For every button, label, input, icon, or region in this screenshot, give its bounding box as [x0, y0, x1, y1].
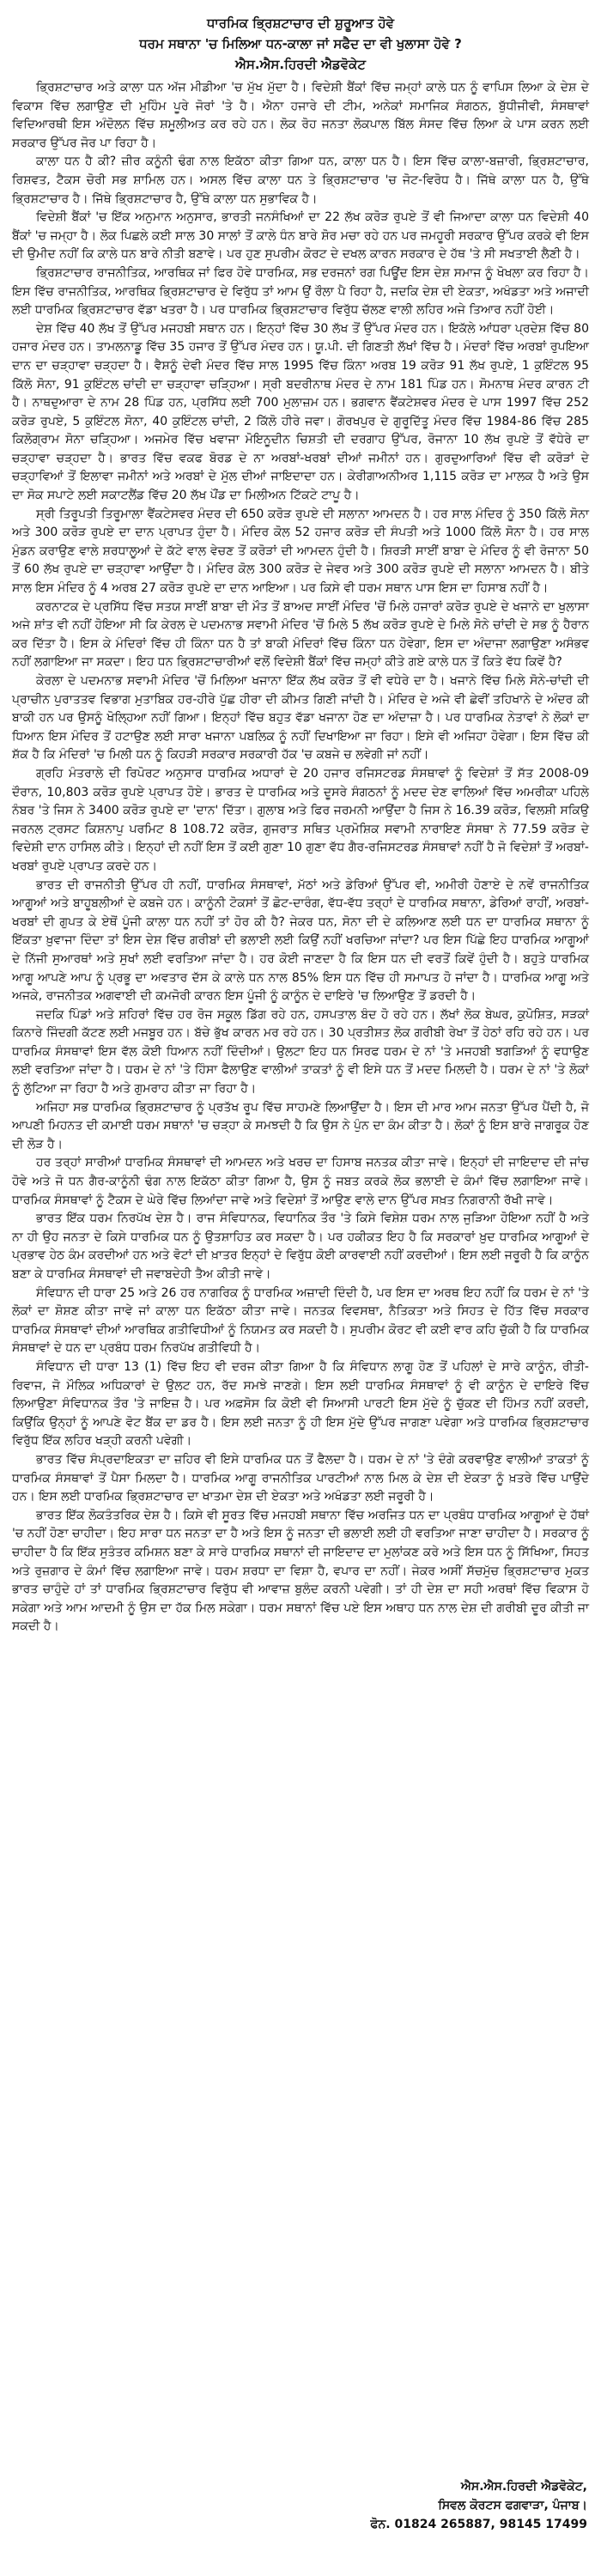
article-header [12, 14, 589, 74]
article-paragraph: ਕਾਲਾ ਧਨ ਹੈ ਕੀ? ਜ਼ੀਰ ਕਨੂੰਨੀ ਢੰਗ ਨਾਲ ਇਕੱਠਾ ਕੀਤਾ ਗਿਆ ਧਨ, ਕਾਲਾ ਧਨ ਹੈ। ਇਸ ਵਿੱਚ ਕਾਲਾ-ਬਜ਼ਾਰੀ, ਭ੍ਰਿਸ਼ਟਾਚਾਰ, ਰਿਸ਼ਵਤ, ਟੈਕਸ ਚੋਰੀ ਸਭ ਸ਼ਾਮਿਲ ਹਨ। ਅਸਲ ਵਿੱਚ ਕਾਲਾ ਧਨ ਤੇ ਭ੍ਰਿਸ਼ਟਾਚਾਰ 'ਚ ਜੋਟ-ਵਿਰੋਧ ਹੈ। ਜਿੱਥੇ ਕਾਲਾ ਧਨ ਹੈ, ਉੱਥੇ ਭ੍ਰਿਸ਼ਟਾਚਾਰ ਹੈ। ਜਿੱਥੇ ਭ੍ਰਿਸ਼ਟਾਚਾਰ ਹੈ, ਉੱਥੇ ਕਾਲਾ ਧਨ ਸੁਭਾਵਿਕ ਹੈ। [12, 155, 589, 206]
article-paragraph: ਵਿਦੇਸ਼ੀ ਬੈਂਕਾਂ 'ਚ ਇੱਕ ਅਨੁਮਾਨ ਅਨੁਸਾਰ, ਭਾਰਤੀ ਜਨਸੰਖਿਆਂ ਦਾ 22 ਲੱਖ ਕਰੋੜ ਰੁਪਏ ਤੋਂ ਵੀ ਜਿਆਦਾ ਕਾਲਾ ਧਨ ਵਿਦੇਸ਼ੀ 40 ਬੈਂਕਾਂ 'ਚ ਜਮ੍ਹਾ ਹੈ। ਲੋਕ ਪਿਛਲੇ ਕਈ ਸਾਲ 30 ਸਾਲਾਂ ਤੋਂ ਕਾਲੇ ਧੰਨ ਬਾਰੇ ਸ਼ੋਰ ਮਚਾ ਰਹੇ ਹਨ ਪਰ ਜਮਹੂਰੀ ਸਰਕਾਰ ਉੱਪਰ ਕਰਕੇ ਵੀ ਇਸ ਦੀ ਉਮੀਦ ਨਹੀਂ ਕਿ ਕਾਲੇ ਧਨ ਬਾਰੇ ਨੀਤੀ ਬਣਾਵੇ। ਪਰ ਹੁਣ ਸੁਪਰੀਮ ਕੋਰਟ ਦੇ ਦਖਲ ਕਾਰਨ ਸਰਕਾਰ ਦੇ ਹੱਥ 'ਤੇ ਸੀ ਸਖਤਾਈ ਲੈਣੀ ਹੈ। [12, 210, 589, 262]
article-subtitle: ਧਰਮ ਸਥਾਨਾ 'ਚ ਮਿਲਿਆ ਧਨ-ਕਾਲਾ ਜਾਂ ਸਫੈਦ ਦਾ ਵੀ ਖੁਲਾਸਾ ਹੋਵੇ ? [139, 36, 462, 52]
article-paragraph: ਭ੍ਰਿਸ਼ਟਾਚਾਰ ਅਤੇ ਕਾਲਾ ਧਨ ਅੱਜ ਮੀਡੀਆ 'ਚ ਮੁੱਖ ਮੁੱਦਾ ਹੈ। ਵਿਦੇਸ਼ੀ ਬੈਂਕਾਂ ਵਿੱਚ ਜਮ੍ਹਾਂ ਕਾਲੇ ਧਨ ਨੂੰ ਵਾਪਿਸ ਲਿਆ ਕੇ ਦੇਸ਼ ਦੇ ਵਿਕਾਸ ਵਿੱਚ ਲਗਾਉਣ ਦੀ ਮੁਹਿੰਮ ਪੂਰੇ ਜੋਰਾਂ 'ਤੇ ਹੈ। ਐਨਾ ਹਜਾਰੇ ਦੀ ਟੀਮ, ਅਨੇਕਾਂ ਸਮਾਜਿਕ ਸੰਗਠਨ, ਬੁੱਧੀਜੀਵੀ, ਸੰਸਥਾਵਾਂ ਵਿਦਿਆਰਥੀ ਇਸ ਅੰਦੋਲਨ ਵਿੱਚ ਸ਼ਮੂਲੀਅਤ ਕਰ ਰਹੇ ਹਨ। ਲੋਕ ਰੋਹ ਜਨਤਾ ਲੋਕਪਾਲ ਬਿੱਲ ਸੰਸਦ ਵਿੱਚ ਲਿਆ ਕੇ ਪਾਸ ਕਰਨ ਲਈ ਸਰਕਾਰ ਉੱਪਰ ਜੋਰ ਪਾ ਰਿਹਾ ਹੈ। [12, 81, 589, 150]
article-paragraph: ਭਾਰਤ ਵਿੱਚ ਸੰਪ੍ਰਦਾਇਕਤਾ ਦਾ ਜ਼ਹਿਰ ਵੀ ਇਸੇ ਧਾਰਮਿਕ ਧਨ ਤੋਂ ਫੈਲਦਾ ਹੈ। ਧਰਮ ਦੇ ਨਾਂ 'ਤੇ ਦੰਗੇ ਕਰਵਾਉਣ ਵਾਲੀਆਂ ਤਾਕਤਾਂ ਨੂੰ ਧਾਰਮਿਕ ਸੰਸਥਾਵਾਂ ਤੋਂ ਪੈਸਾ ਮਿਲਦਾ ਹੈ। ਧਾਰਮਿਕ ਆਗੂ ਰਾਜਨੀਤਿਕ ਪਾਰਟੀਆਂ ਨਾਲ ਮਿਲ ਕੇ ਦੇਸ਼ ਦੀ ਏਕਤਾ ਨੂੰ ਖ਼ਤਰੇ ਵਿੱਚ ਪਾਉਂਦੇ ਹਨ। ਇਸ ਲਈ ਧਾਰਮਿਕ ਭ੍ਰਿਸ਼ਟਾਚਾਰ ਦਾ ਖਾਤਮਾ ਦੇਸ਼ ਦੀ ਏਕਤਾ ਅਤੇ ਅਖੰਡਤਾ ਲਈ ਜਰੂਰੀ ਹੈ। [12, 1452, 589, 1504]
article-paragraph: ਸ੍ਰੀ ਤਿਰੂਪਤੀ ਤਿਰੂਮਾਲਾ ਵੈਂਕਟੇਸਵਰ ਮੰਦਰ ਦੀ 650 ਕਰੋੜ ਰੁਪਏ ਦੀ ਸਲਾਨਾ ਆਮਦਨ ਹੈ। ਹਰ ਸਾਲ ਮੰਦਿਰ ਨੂੰ 350 ਕਿੱਲੋ ਸੋਨਾ ਅਤੇ 300 ਕਰੋੜ ਰੁਪਏ ਦਾ ਦਾਨ ਪ੍ਰਾਪਤ ਹੁੰਦਾ ਹੈ। ਮੰਦਿਰ ਕੋਲ 52 ਹਜਾਰ ਕਰੋੜ ਦੀ ਸੰਪਤੀ ਅਤੇ 1000 ਕਿੱਲੋ ਸੋਨਾ ਹੈ। ਹਰ ਸਾਲ ਮੁੰਡਨ ਕਰਾਉਣ ਵਾਲੇ ਸ਼ਰਧਾਲੂਆਂ ਦੇ ਕੱਟੇ ਵਾਲ ਵੇਚਣ ਤੋਂ ਕਰੋੜਾਂ ਦੀ ਆਮਦਨ ਹੁੰਦੀ ਹੈ। ਸ਼ਿਰੜੀ ਸਾਈਂ ਬਾਬਾ ਦੇ ਮੰਦਿਰ ਨੂੰ ਵੀ ਰੋਜਾਨਾ 50 ਤੋਂ 60 ਲੱਖ ਰੁਪਏ ਦਾ ਚੜ੍ਹਾਵਾ ਆਉਂਦਾ ਹੈ। ਮੰਦਿਰ ਕੋਲ 300 ਕਰੋੜ ਦੇ ਜੇਵਰ ਅਤੇ 300 ਕਰੋੜ ਰੁਪਏ ਦੀ ਸਲਾਨਾ ਆਮਦਨ ਹੈ। ਬੀਤੇ ਸਾਲ ਇਸ ਮੰਦਿਰ ਨੂੰ 4 ਅਰਬ 27 ਕਰੋੜ ਰੁਪਏ ਦਾ ਦਾਨ ਆਇਆ। ਪਰ ਕਿਸੇ ਵੀ ਧਰਮ ਸਥਾਨ ਪਾਸ ਇਸ ਦਾ ਹਿਸਾਬ ਨਹੀਂ ਹੈ। [12, 507, 589, 596]
article-paragraph: ਜਦਕਿ ਪਿੰਡਾਂ ਅਤੇ ਸ਼ਹਿਰਾਂ ਵਿੱਚ ਹਰ ਰੋਜ ਸਕੂਲ ਡਿੱਗ ਰਹੇ ਹਨ, ਹਸਪਤਾਲ ਬੰਦ ਹੋ ਰਹੇ ਹਨ। ਲੱਖਾਂ ਲੋਕ ਬੇਘਰ, ਕੁਪੋਸ਼ਿਤ, ਸੜਕਾਂ ਕਿਨਾਰੇ ਜਿੰਦਗੀ ਕੱਟਣ ਲਈ ਮਜਬੂਰ ਹਨ। ਬੱਚੇ ਭੁੱਖ ਕਾਰਨ ਮਰ ਰਹੇ ਹਨ। 30 ਪ੍ਰਤੀਸ਼ਤ ਲੋਕ ਗਰੀਬੀ ਰੇਖਾ ਤੋਂ ਹੇਠਾਂ ਰਹਿ ਰਹੇ ਹਨ। ਪਰ ਧਾਰਮਿਕ ਸੰਸਥਾਵਾਂ ਇਸ ਵੱਲ ਕੋਈ ਧਿਆਨ ਨਹੀਂ ਦਿੰਦੀਆਂ। ਉਲਟਾ ਇਹ ਧਨ ਸਿਰਫ ਧਰਮ ਦੇ ਨਾਂ 'ਤੇ ਮਜਹਬੀ ਝਗੜਿਆਂ ਨੂੰ ਵਧਾਉਣ ਲਈ ਵਰਤਿਆ ਜਾਂਦਾ ਹੈ। ਧਰਮ ਦੇ ਨਾਂ 'ਤੇ ਹਿੰਸਾ ਫੈਲਾਉਣ ਵਾਲੀਆਂ ਤਾਕਤਾਂ ਨੂੰ ਵੀ ਇਸੇ ਧਨ ਤੋਂ ਮਦਦ ਮਿਲਦੀ ਹੈ। ਧਰਮ ਦੇ ਨਾਂ 'ਤੇ ਲੋਕਾਂ ਨੂੰ ਲੁੱਟਿਆ ਜਾ ਰਿਹਾ ਹੈ ਅਤੇ ਗੁਮਰਾਹ ਕੀਤਾ ਜਾ ਰਿਹਾ ਹੈ। [12, 1007, 589, 1097]
article-byline: ਐਸ.ਐਸ.ਹਿਰਦੀ ਐਡਵੋਕੇਟ [235, 57, 366, 72]
article-paragraph: ਭਾਰਤ ਇੱਕ ਧਰਮ ਨਿਰਪੱਖ ਦੇਸ਼ ਹੈ। ਰਾਜ ਸੰਵਿਧਾਨਕ, ਵਿਧਾਨਿਕ ਤੌਰ 'ਤੇ ਕਿਸੇ ਵਿਸ਼ੇਸ਼ ਧਰਮ ਨਾਲ ਜੁੜਿਆ ਹੋਇਆ ਨਹੀਂ ਹੈ ਅਤੇ ਨਾ ਹੀ ਉਹ ਜਨਤਾ ਦੇ ਕਿਸੇ ਧਾਰਮਿਕ ਧਨ ਨੂੰ ਉਤਸ਼ਾਹਿਤ ਕਰ ਸਕਦਾ ਹੈ। ਪਰ ਹਕੀਕਤ ਇਹ ਹੈ ਕਿ ਸਰਕਾਰਾਂ ਖ਼ੁਦ ਧਾਰਮਿਕ ਆਗੂਆਂ ਦੇ ਪ੍ਰਭਾਵ ਹੇਠ ਕੰਮ ਕਰਦੀਆਂ ਹਨ ਅਤੇ ਵੋਟਾਂ ਦੀ ਖ਼ਾਤਰ ਇਨ੍ਹਾਂ ਦੇ ਵਿਰੁੱਧ ਕੋਈ ਕਾਰਵਾਈ ਨਹੀਂ ਕਰਦੀਆਂ। ਇਸ ਲਈ ਜਰੂਰੀ ਹੈ ਕਿ ਕਾਨੂੰਨ ਬਣਾ ਕੇ ਧਾਰਮਿਕ ਸੰਸਥਾਵਾਂ ਦੀ ਜਵਾਬਦੇਹੀ ਤੈਅ ਕੀਤੀ ਜਾਵੇ। [12, 1212, 589, 1281]
article-paragraph: ਭਾਰਤ ਇੱਕ ਲੋਕਤੰਤਰਿਕ ਦੇਸ਼ ਹੈ। ਕਿਸੇ ਵੀ ਸੂਰਤ ਵਿੱਚ ਮਜਹਬੀ ਸਥਾਨਾ ਵਿੱਚ ਅਰਜਿਤ ਧਨ ਦਾ ਪ੍ਰਬੰਧ ਧਾਰਮਿਕ ਆਗੂਆਂ ਦੇ ਹੱਥਾਂ 'ਚ ਨਹੀਂ ਹੋਣਾ ਚਾਹੀਦਾ। ਇਹ ਸਾਰਾ ਧਨ ਜਨਤਾ ਦਾ ਹੈ ਅਤੇ ਇਸ ਨੂੰ ਜਨਤਾ ਦੀ ਭਲਾਈ ਲਈ ਹੀ ਵਰਤਿਆ ਜਾਣਾ ਚਾਹੀਦਾ ਹੈ। ਸਰਕਾਰ ਨੂੰ ਚਾਹੀਦਾ ਹੈ ਕਿ ਇੱਕ ਸੁਤੰਤਰ ਕਮਿਸ਼ਨ ਬਣਾ ਕੇ ਸਾਰੇ ਧਾਰਮਿਕ ਸਥਾਨਾਂ ਦੀ ਜਾਇਦਾਦ ਦਾ ਮੁਲਾਂਕਣ ਕਰੇ ਅਤੇ ਇਸ ਧਨ ਨੂੰ ਸਿੱਖਿਆ, ਸਿਹਤ ਅਤੇ ਰੁਜ਼ਗਾਰ ਦੇ ਕੰਮਾਂ ਵਿੱਚ ਲਗਾਇਆ ਜਾਵੇ। ਧਰਮ ਸ਼ਰਧਾ ਦਾ ਵਿਸ਼ਾ ਹੈ, ਵਪਾਰ ਦਾ ਨਹੀਂ। ਜੇਕਰ ਅਸੀਂ ਸੱਚਮੁੱਚ ਭ੍ਰਿਸ਼ਟਾਚਾਰ ਮੁਕਤ ਭਾਰਤ ਚਾਹੁੰਦੇ ਹਾਂ ਤਾਂ ਧਾਰਮਿਕ ਭ੍ਰਿਸ਼ਟਾਚਾਰ ਵਿਰੁੱਧ ਵੀ ਆਵਾਜ਼ ਬੁਲੰਦ ਕਰਨੀ ਪਵੇਗੀ। ਤਾਂ ਹੀ ਦੇਸ਼ ਦਾ ਸਹੀ ਅਰਥਾਂ ਵਿੱਚ ਵਿਕਾਸ ਹੋ ਸਕੇਗਾ ਅਤੇ ਆਮ ਆਦਮੀ ਨੂੰ ਉਸ ਦਾ ਹੱਕ ਮਿਲ ਸਕੇਗਾ। ਧਰਮ ਸਥਾਨਾਂ ਵਿੱਚ ਪਏ ਇਸ ਅਥਾਹ ਧਨ ਨਾਲ ਦੇਸ਼ ਦੀ ਗਰੀਬੀ ਦੂਰ ਕੀਤੀ ਜਾ ਸਕਦੀ ਹੈ। [12, 1508, 589, 1634]
author-phone: ਫੋਨ. 01824 265887, 98145 17499 [370, 2518, 587, 2531]
article-paragraph: ਗ੍ਰਹਿ ਮੰਤਰਾਲੇ ਦੀ ਰਿਪੋਰਟ ਅਨੁਸਾਰ ਧਾਰਮਿਕ ਅਧਾਰਾਂ ਦੇ 20 ਹਜਾਰ ਰਜਿਸਟਰਡ ਸੰਸਥਾਵਾਂ ਨੂੰ ਵਿਦੇਸ਼ਾਂ ਤੋਂ ਸੱਤ 2008-09 ਦੌਰਾਨ, 10,803 ਕਰੋੜ ਰੁਪਏ ਪ੍ਰਾਪਤ ਹੋਏ। ਭਾਰਤ ਦੇ ਧਾਰਮਿਕ ਅਤੇ ਦੂਸਰੇ ਸੰਗਠਨਾਂ ਨੂੰ ਮਦਦ ਦੇਣ ਵਾਲਿਆਂ ਵਿੱਚ ਅਮਰੀਕਾ ਪਹਿਲੇ ਨੰਬਰ 'ਤੇ ਜਿਸ ਨੇ 3400 ਕਰੋੜ ਰੁਪਏ ਦਾ 'ਦਾਨ' ਦਿੱਤਾ। ਗੁਲਾਬ ਅਤੇ ਫਿਰ ਜਰਮਨੀ ਆਉਂਦਾ ਹੈ ਜਿਸ ਨੇ 16.39 ਕਰੋੜ, ਵਿਲਸ਼ੀ ਸਕਿਉ ਜਰਨਲ ਟ੍ਰਸਟ ਕਿਸ਼ਨਾਪੁ ਪਰਮਿਟ 8 108.72 ਕਰੋੜ, ਗੁਜਰਾਤ ਸਥਿਤ ਪ੍ਰਮੋਸ਼ਿਕ ਸਵਾਮੀ ਨਾਰਾਇਣ ਸੰਸਥਾ ਨੇ 77.59 ਕਰੋੜ ਦੇ ਵਿਦੇਸ਼ੀ ਦਾਨ ਹਾਸਿਲ ਕੀਤੇ। ਇਨ੍ਹਾਂ ਦੀ ਨਹੀਂ ਇਸ ਤੋਂ ਕਈ ਗੁਣਾ 10 ਗੁਣਾ ਵੱਧ ਗੈਰ-ਰਜਿਸਟਰਡ ਸੰਸਥਾਵਾਂ ਨਹੀਂ ਹੈ ਜੋ ਵਿਦੇਸ਼ਾਂ ਤੋਂ ਅਰਬਾਂ-ਖਰਬਾਂ ਰੁਪਏ ਪ੍ਰਾਪਤ ਕਰਦੇ ਹਨ। [12, 766, 589, 873]
article-paragraph: ਭ੍ਰਿਸ਼ਟਾਚਾਰ ਰਾਜਨੀਤਿਕ, ਆਰਥਿਕ ਜਾਂ ਫਿਰ ਹੋਵੇ ਧਾਰਮਿਕ, ਸਭ ਦਰਜਨਾਂ ਰਗ ਪਿਊਂਦ ਇਸ ਦੇਸ਼ ਸਮਾਜ ਨੂੰ ਖੋਖਲਾ ਕਰ ਰਿਹਾ ਹੈ। ਇਸ ਵਿੱਚ ਰਾਜਨੀਤਿਕ, ਆਰਥਿਕ ਭ੍ਰਿਸ਼ਟਾਚਾਰ ਦੇ ਵਿਰੁੱਧ ਤਾਂ ਆਮ ਉਂ ਰੌਲਾ ਪੈ ਰਿਹਾ ਹੈ, ਜਦਕਿ ਦੇਸ਼ ਦੀ ਏਕਤਾ, ਅਖੰਡਤਾ ਅਤੇ ਅਜਾਦੀ ਲਈ ਧਾਰਮਿਕ ਭ੍ਰਿਸ਼ਟਾਚਾਰ ਵੱਡਾ ਖਤਰਾ ਹੈ। ਪਰ ਧਾਰਮਿਕ ਭ੍ਰਿਸ਼ਟਾਚਾਰ ਵਿਰੁੱਧ ਚੱਲਣ ਵਾਲੀ ਲਹਿਰ ਅਜੇ ਤਿਆਰ ਨਹੀਂ ਹੋਈ। [12, 265, 589, 318]
author-signature [370, 2477, 587, 2534]
article-paragraph: ਭਾਰਤ ਦੀ ਰਾਜਨੀਤੀ ਉੱਪਰ ਹੀ ਨਹੀਂ, ਧਾਰਮਿਕ ਸੰਸਥਾਵਾਂ, ਮੱਠਾਂ ਅਤੇ ਡੇਰਿਆਂ ਉੱਪਰ ਵੀ, ਅਮੀਰੀ ਹੋਣਾਏ ਦੇ ਨਵੇਂ ਰਾਜਨੀਤਿਕ ਆਗੂਆਂ ਅਤੇ ਬਾਹੂਬਲੀਆਂ ਦੇ ਕਬਜੇ ਹਨ। ਕਾਨੂੰਨੀ ਟੋਕਸਾਂ ਤੋਂ ਛੋਟ-ਦਾਰੰਗ, ਵੱਧ-ਵੱਧ ਤਰ੍ਹਾਂ ਦੇ ਧਾਰਮਿਕ ਸਥਾਨਾ, ਡੇਰਿਆਂ ਰਾਹੀਂ, ਅਰਬਾਂ-ਖਰਬਾਂ ਦੀ ਗੁਪਤ ਕੇ ਏਥੋਂ ਪੂੰਜੀ ਕਾਲਾ ਧਨ ਨਹੀਂ ਤਾਂ ਹੋਰ ਕੀ ਹੈ? ਜੇਕਰ ਧਨ, ਸੋਨਾ ਦੀ ਦੇ ਕਲਿਆਣ ਲਈ ਧਨ ਦਾ ਧਾਰਮਿਕ ਸਥਾਨਾ ਨੂੰ ਇੱਕਤਾ ਖ਼ੁਵਾਜਾ ਦਿੰਦਾ ਤਾਂ ਇਸ ਦੇਸ਼ ਵਿੱਚ ਗਰੀਬਾਂ ਦੀ ਭਲਾਈ ਲਈ ਕਿਉਂ ਨਹੀਂ ਖਰਚਿਆ ਜਾਂਦਾ? ਪਰ ਇਸ ਪਿੱਛੇ ਇਹ ਧਾਰਮਿਕ ਆਗੂਆਂ ਦੇ ਨਿੱਜੀ ਸੁਆਰਥਾਂ ਅਤੇ ਸੁਖਾਂ ਲਈ ਵਰਤਿਆ ਜਾਂਦਾ ਹੈ। ਹਰ ਕੋਈ ਜਾਣਦਾ ਹੈ ਕਿ ਇਸ ਧਨ ਦੀ ਵਰਤੋਂ ਕਿਵੇਂ ਹੁੰਦੀ ਹੈ। ਬਹੁਤੇ ਧਾਰਮਿਕ ਆਗੂ ਆਪਣੇ ਆਪ ਨੂੰ ਪ੍ਰਭੂ ਦਾ ਅਵਤਾਰ ਦੱਸ ਕੇ ਕਾਲੇ ਧਨ ਨਾਲ 85% ਇਸ ਧਨ ਵਿੱਚ ਹੀ ਸਮਾਪਤ ਹੋ ਜਾਂਦਾ ਹੈ। ਧਾਰਮਿਕ ਆਗੂ ਅਤੇ ਅਜਕੇ, ਰਾਜਨੀਤਕ ਅਗਵਾਈ ਦੀ ਕਮਜੋਰੀ ਕਾਰਨ ਇਸ ਪੂੰਜੀ ਨੂੰ ਕਾਨੂੰਨ ਦੇ ਦਾਇਰੇ 'ਚ ਲਿਆਉਣ ਤੋਂ ਡਰਦੀ ਹੈ। [12, 878, 589, 1004]
author-name: ਐਸ.ਐਸ.ਹਿਰਦੀ ਐਡਵੋਕੇਟ, [460, 2480, 587, 2494]
article-body [12, 79, 589, 1637]
author-address: ਸਿਵਲ ਕੋਰਟਸ ਫਗਵਾੜਾ, ਪੰਜਾਬ। [438, 2499, 587, 2512]
article-paragraph: ਕਰਨਾਟਕ ਦੇ ਪ੍ਰਸਿੱਧ ਵਿੱਚ ਸਤਯ ਸਾਈਂ ਬਾਬਾ ਦੀ ਮੌਤ ਤੋਂ ਬਾਅਦ ਸਾਈਂ ਮੰਦਿਰ 'ਚੋਂ ਮਿਲੇ ਹਜਾਰਾਂ ਕਰੋੜ ਰੁਪਏ ਦੇ ਖਜਾਨੇ ਦਾ ਖੁਲਾਸਾ ਅਜੇ ਸ਼ਾਂਤ ਵੀ ਨਹੀਂ ਹੋਇਆ ਸੀ ਕਿ ਕੇਰਲ ਦੇ ਪਦਮਨਾਭ ਸਵਾਮੀ ਮੰਦਿਰ 'ਚੋਂ ਮਿਲੇ 5 ਲੱਖ ਕਰੋੜ ਰੁਪਏ ਦੇ ਮਿਲੇ ਸੋਨੇ ਚਾਂਦੀ ਦੇ ਸਭ ਨੂੰ ਹੈਰਾਨ ਕਰ ਦਿੱਤਾ ਹੈ। ਇਸ ਕੇ ਮੰਦਿਰਾਂ ਵਿੱਚ ਹੀ ਕਿੰਨਾ ਧਨ ਹੈ ਤਾਂ ਬਾਕੀ ਮੰਦਿਰਾਂ ਵਿੱਚ ਕਿੰਨਾ ਧਨ ਹੋਵੇਗਾ, ਇਸ ਦਾ ਅੰਦਾਜਾ ਲਗਾਉਣਾ ਅਸੰਭਵ ਨਹੀਂ ਲਗਾਇਆ ਜਾ ਸਕਦਾ। ਇਹ ਧਨ ਭ੍ਰਿਸ਼ਟਾਚਾਰੀਆਂ ਵਲੋਂ ਵਿਦੇਸ਼ੀ ਬੈਂਕਾਂ ਵਿੱਚ ਜਮ੍ਹਾਂ ਕੀਤੇ ਗਏ ਕਾਲੇ ਧਨ ਤੋਂ ਕਿਤੇ ਵੱਧ ਕਿਵੇਂ ਹੈ? [12, 599, 589, 670]
article-title: ਧਾਰਮਿਕ ਭ੍ਰਿਸ਼ਟਾਚਾਰ ਦੀ ਸ਼ੁਰੂਆਤ ਹੋਵੇ [206, 15, 395, 31]
article-paragraph: ਦੇਸ਼ ਵਿੱਚ 40 ਲੱਖ ਤੋਂ ਉੱਪਰ ਮਜਹਬੀ ਸਥਾਨ ਹਨ। ਇਨ੍ਹਾਂ ਵਿੱਚ 30 ਲੱਖ ਤੋਂ ਉੱਪਰ ਮੰਦਰ ਹਨ। ਇਕੱਲੇ ਆਂਧਰਾ ਪ੍ਰਦੇਸ਼ ਵਿੱਚ 80 ਹਜਾਰ ਮੰਦਰ ਹਨ। ਤਾਮਲਨਾਡੂ ਵਿੱਚ 35 ਹਜਾਰ ਤੋਂ ਉੱਪਰ ਮੰਦਰ ਹਨ। ਯੂ.ਪੀ. ਦੀ ਗਿਣਤੀ ਲੱਖਾਂ ਵਿੱਚ ਹੈ। ਮੰਦਰਾਂ ਵਿੱਚ ਅਰਬਾਂ ਰੁਪਇਆ ਦਾਨ ਦਾ ਚੜ੍ਹਾਵਾ ਚੜ੍ਹਦਾ ਹੈ। ਵੈਸ਼ਨੂੰ ਦੇਵੀ ਮੰਦਰ ਵਿੱਚ ਸਾਲ 1995 ਵਿੱਚ ਕਿੰਨਾ ਅਰਬ 19 ਕਰੋੜ 91 ਲੱਖ ਰੁਪਏ, 1 ਕੁਇੰਟਲ 95 ਕਿੱਲੋ ਸੋਨਾ, 91 ਕੁਇੰਟਲ ਚਾਂਦੀ ਦਾ ਚੜ੍ਹਾਵਾ ਚੜ੍ਹਿਆ। ਸ੍ਰੀ ਬਦਰੀਨਾਥ ਮੰਦਰ ਦੇ ਨਾਮ 181 ਪਿੰਡ ਹਨ। ਸੋਮਨਾਥ ਮੰਦਰ ਕਾਰਨ ਟੀ ਹੈ। ਨਾਥਦੁਆਰਾ ਦੇ ਨਾਮ 28 ਪਿੰਡ ਹਨ, ਪ੍ਰਸਿੱਧ ਲਈ 700 ਮੁਲਾਜ਼ਮ ਹਨ। ਭਗਵਾਨ ਵੈਂਕਟੇਸ਼ਵਰ ਮੰਦਰ ਦੇ ਪਾਸ 1997 ਵਿੱਚ 252 ਕਰੋੜ ਰੁਪਏ, 5 ਕੁਇੰਟਲ ਸੋਨਾ, 40 ਕੁਇੰਟਲ ਚਾਂਦੀ, 2 ਕਿੱਲੋ ਹੀਰੇ ਜਵਾ। ਗੋਰਖਪੁਰ ਦੇ ਗੁਰੂਦਿੱਤੂ ਮੰਦਰ ਵਿੱਚ 1984-86 ਵਿੱਚ 285 ਕਿਲੋਗ੍ਰਾਮ ਸੋਨਾ ਚੜ੍ਹਿਆ। ਅਜਮੇਰ ਵਿੱਚ ਖਵਾਜਾ ਮੋਇਨੂਦੀਨ ਚਿਸ਼ਤੀ ਦੀ ਦਰਗਾਹ ਉੱਪਰ, ਰੋਜਾਨਾ 10 ਲੱਖ ਰੁਪਏ ਤੋਂ ਵੱਧੇਰੇ ਦਾ ਚੜ੍ਹਾਵਾ ਚੜ੍ਹਦਾ ਹੈ। ਭਾਰਤ ਵਿੱਚ ਵਕਫ ਬੋਰਡ ਦੇ ਨਾ ਅਰਬਾਂ-ਖਰਬਾਂ ਦੀਆਂ ਜਮੀਨਾਂ ਹਨ। ਗੁਰਦੁਆਰਿਆਂ ਵਿੱਚ ਵੀ ਕਰੋੜਾਂ ਦੇ ਚੜ੍ਹਾਵਿਆਂ ਤੋਂ ਇਲਾਵਾ ਜਮੀਨਾਂ ਅਤੇ ਅਰਬਾਂ ਦੇ ਮੁੱਲ ਦੀਆਂ ਜਾਇਦਾਦਾ ਹਨ। ਕੇਰੀਗਾਅਨੀਅਰ 1,115 ਕਰੋੜ ਦਾ ਮਾਲਕ ਹੈ ਅਤੇ ਉਸ ਦਾ ਸੋਕ ਸਪਾਟੇ ਲਈ ਸਕਾਟਲੈਂਡ ਵਿੱਚ 20 ਲੱਖ ਪੌਂਡ ਦਾ ਮਿਲੀਅਨ ਟਿੱਕਟੇ ਟਾਪੂ ਹੈ। [12, 321, 589, 503]
article-paragraph: ਹਰ ਤਰ੍ਹਾਂ ਸਾਰੀਆਂ ਧਾਰਮਿਕ ਸੰਸਥਾਵਾਂ ਦੀ ਆਮਦਨ ਅਤੇ ਖਰਚ ਦਾ ਹਿਸਾਬ ਜਨਤਕ ਕੀਤਾ ਜਾਵੇ। ਇਨ੍ਹਾਂ ਦੀ ਜਾਇਦਾਦ ਦੀ ਜਾਂਚ ਹੋਵੇ ਅਤੇ ਜੋ ਧਨ ਗੈਰ-ਕਾਨੂੰਨੀ ਢੰਗ ਨਾਲ ਇਕੱਠਾ ਕੀਤਾ ਗਿਆ ਹੈ, ਉਸ ਨੂੰ ਜਬਤ ਕਰਕੇ ਲੋਕ ਭਲਾਈ ਦੇ ਕੰਮਾਂ ਵਿੱਚ ਲਗਾਇਆ ਜਾਵੇ। ਧਾਰਮਿਕ ਸੰਸਥਾਵਾਂ ਨੂੰ ਟੈਕਸ ਦੇ ਘੇਰੇ ਵਿੱਚ ਲਿਆਂਦਾ ਜਾਵੇ ਅਤੇ ਵਿਦੇਸ਼ਾਂ ਤੋਂ ਆਉਣ ਵਾਲੇ ਦਾਨ ਉੱਪਰ ਸਖ਼ਤ ਨਿਗਰਾਨੀ ਰੱਖੀ ਜਾਵੇ। [12, 1156, 589, 1207]
article-paragraph: ਸੰਵਿਧਾਨ ਦੀ ਧਾਰਾ 25 ਅਤੇ 26 ਹਰ ਨਾਗਰਿਕ ਨੂੰ ਧਾਰਮਿਕ ਅਜ਼ਾਦੀ ਦਿੰਦੀ ਹੈ, ਪਰ ਇਸ ਦਾ ਅਰਥ ਇਹ ਨਹੀਂ ਕਿ ਧਰਮ ਦੇ ਨਾਂ 'ਤੇ ਲੋਕਾਂ ਦਾ ਸ਼ੋਸ਼ਣ ਕੀਤਾ ਜਾਵੇ ਜਾਂ ਕਾਲਾ ਧਨ ਇਕੱਠਾ ਕੀਤਾ ਜਾਵੇ। ਜਨਤਕ ਵਿਵਸਥਾ, ਨੈਤਿਕਤਾ ਅਤੇ ਸਿਹਤ ਦੇ ਹਿੱਤ ਵਿੱਚ ਸਰਕਾਰ ਧਾਰਮਿਕ ਸੰਸਥਾਵਾਂ ਦੀਆਂ ਆਰਥਿਕ ਗਤੀਵਿਧੀਆਂ ਨੂੰ ਨਿਯਮਤ ਕਰ ਸਕਦੀ ਹੈ। ਸੁਪਰੀਮ ਕੋਰਟ ਵੀ ਕਈ ਵਾਰ ਕਹਿ ਚੁੱਕੀ ਹੈ ਕਿ ਧਾਰਮਿਕ ਸੰਸਥਾਵਾਂ ਦੇ ਧਨ ਦਾ ਪ੍ਰਬੰਧ ਧਰਮ ਨਿਰਪੱਖ ਗਤੀਵਿਧੀ ਹੈ। [12, 1285, 589, 1356]
article-paragraph: ਕੇਰਲਾ ਦੇ ਪਦਮਨਾਭ ਸਵਾਮੀ ਮੰਦਿਰ 'ਚੋਂ ਮਿਲਿਆ ਖਜਾਨਾ ਇੱਕ ਲੱਖ ਕਰੋੜ ਤੋਂ ਵੀ ਵਧੇਰੇ ਦਾ ਹੈ। ਖਜਾਨੇ ਵਿੱਚ ਮਿਲੇ ਸੋਨੇ-ਚਾਂਦੀ ਦੀ ਪ੍ਰਾਚੀਨ ਪੁਰਾਤਤਵ ਵਿਭਾਗ ਮੁਤਾਬਿਕ ਹਰ-ਹੀਰੇ ਪੁੱਛ ਹੀਰਾ ਦੀ ਕੀਮਤ ਗਿਣੀ ਜਾਂਦੀ ਹੈ। ਮੰਦਿਰ ਦੇ ਅਜੇ ਵੀ ਛੇਵੀਂ ਤਹਿਖਾਨੇ ਦੇ ਅੰਦਰ ਕੀ ਬਾਕੀ ਹਨ ਪਰ ਉਸਨੂੰ ਖੋਲ੍ਹਿਆ ਨਹੀਂ ਗਿਆ। ਇਨ੍ਹਾਂ ਵਿੱਚ ਬਹੁਤ ਵੱਡਾ ਖਜਾਨਾ ਹੋਣ ਦਾ ਅੰਦਾਜ਼ਾ ਹੈ। ਪਰ ਧਾਰਮਿਕ ਨੇਤਾਵਾਂ ਨੇ ਲੋਕਾਂ ਦਾ ਧਿਆਨ ਇਸ ਮੰਦਿਰ ਤੋਂ ਹਟਾਉਣ ਲਈ ਸਾਰਾ ਖਜਾਨਾ ਪਬਲਿਕ ਨੂੰ ਨਹੀਂ ਦਿਖਾਇਆ ਜਾ ਰਿਹਾ। ਇਸੇ ਵੀ ਅਜਿਹਾ ਹੋਵੇਗਾ। ਇਸ ਵਿੱਚ ਕੀ ਸ਼ੱਕ ਹੈ ਕਿ ਮੰਦਿਰਾਂ 'ਚ ਮਿਲੀ ਧਨ ਨੂੰ ਕਿਹੜੀ ਸਰਕਾਰ ਸਰਕਾਰੀ ਹੱਕ 'ਚ ਕਬਜੇ ਚ ਲਵੇਗੀ ਜਾਂ ਨਹੀਂ। [12, 674, 589, 762]
article-paragraph: ਸੰਵਿਧਾਨ ਦੀ ਧਾਰਾ 13 (1) ਵਿੱਚ ਇਹ ਵੀ ਦਰਜ ਕੀਤਾ ਗਿਆ ਹੈ ਕਿ ਸੰਵਿਧਾਨ ਲਾਗੂ ਹੋਣ ਤੋਂ ਪਹਿਲਾਂ ਦੇ ਸਾਰੇ ਕਾਨੂੰਨ, ਰੀਤੀ-ਰਿਵਾਜ, ਜੋ ਮੌਲਿਕ ਅਧਿਕਾਰਾਂ ਦੇ ਉਲਟ ਹਨ, ਰੱਦ ਸਮਝੇ ਜਾਣਗੇ। ਇਸ ਲਈ ਧਾਰਮਿਕ ਸੰਸਥਾਵਾਂ ਨੂੰ ਵੀ ਕਾਨੂੰਨ ਦੇ ਦਾਇਰੇ ਵਿੱਚ ਲਿਆਉਣਾ ਸੰਵਿਧਾਨਕ ਤੌਰ 'ਤੇ ਜਾਇਜ਼ ਹੈ। ਪਰ ਅਫ਼ਸੋਸ ਕਿ ਕੋਈ ਵੀ ਸਿਆਸੀ ਪਾਰਟੀ ਇਸ ਮੁੱਦੇ ਨੂੰ ਚੁੱਕਣ ਦੀ ਹਿੰਮਤ ਨਹੀਂ ਕਰਦੀ, ਕਿਉਂਕਿ ਉਨ੍ਹਾਂ ਨੂੰ ਆਪਣੇ ਵੋਟ ਬੈਂਕ ਦਾ ਡਰ ਹੈ। ਇਸ ਲਈ ਜਨਤਾ ਨੂੰ ਹੀ ਇਸ ਮੁੱਦੇ ਉੱਪਰ ਜਾਗਣਾ ਪਵੇਗਾ ਅਤੇ ਧਾਰਮਿਕ ਭ੍ਰਿਸ਼ਟਾਚਾਰ ਵਿਰੁੱਧ ਇੱਕ ਲਹਿਰ ਖੜ੍ਹੀ ਕਰਨੀ ਪਵੇਗੀ। [12, 1359, 589, 1449]
article-paragraph: ਅਜਿਹਾ ਸਭ ਧਾਰਮਿਕ ਭ੍ਰਿਸ਼ਟਾਚਾਰ ਨੂੰ ਪ੍ਰਤੱਖ ਰੂਪ ਵਿੱਚ ਸਾਹਮਣੇ ਲਿਆਉਂਦਾ ਹੈ। ਇਸ ਦੀ ਮਾਰ ਆਮ ਜਨਤਾ ਉੱਪਰ ਪੈਂਦੀ ਹੈ, ਜੋ ਆਪਣੀ ਮਿਹਨਤ ਦੀ ਕਮਾਈ ਧਰਮ ਸਥਾਨਾਂ 'ਚ ਚੜ੍ਹਾ ਕੇ ਸਮਝਦੀ ਹੈ ਕਿ ਉਸ ਨੇ ਪੁੰਨ ਦਾ ਕੰਮ ਕੀਤਾ ਹੈ। ਲੋਕਾਂ ਨੂੰ ਇਸ ਬਾਰੇ ਜਾਗਰੂਕ ਹੋਣ ਦੀ ਲੋੜ ਹੈ। [12, 1100, 589, 1151]
